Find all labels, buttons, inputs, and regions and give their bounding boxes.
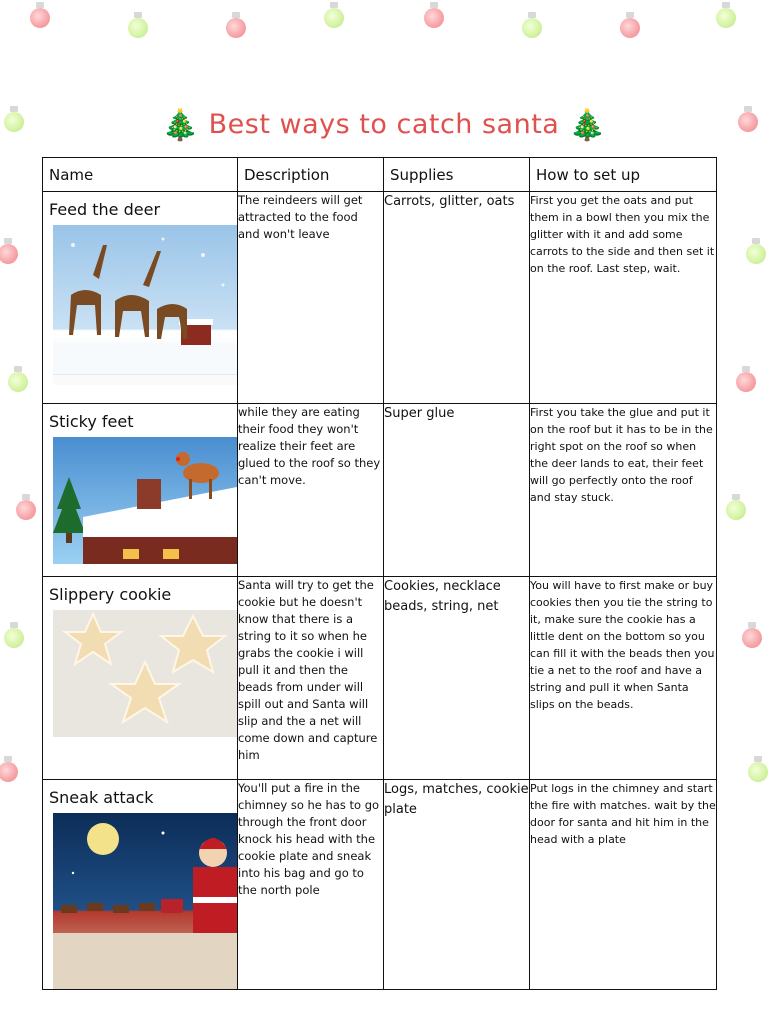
light-bulb — [748, 762, 768, 782]
light-bulb — [30, 8, 50, 28]
table-row — [43, 577, 717, 780]
light-bulb — [4, 628, 24, 648]
cell-supplies: Carrots, glitter, oats — [384, 192, 530, 404]
image-caption-bar — [53, 374, 237, 385]
header-description: Description — [238, 158, 384, 192]
santa-plan-table — [42, 157, 717, 990]
cell-name — [43, 192, 238, 404]
light-bulb — [726, 500, 746, 520]
snowflake-cookies-image — [53, 610, 237, 737]
light-bulb — [742, 628, 762, 648]
light-bulb — [0, 244, 18, 264]
table-row — [43, 192, 717, 404]
cell-how: Put logs in the chimney and start the fire with matches. wait by the door for santa and hit him in the head with a plate — [530, 780, 717, 990]
santa-sleigh-image — [53, 813, 237, 989]
reindeer-on-roof-image — [53, 437, 237, 564]
light-bulb — [128, 18, 148, 38]
light-bulb — [324, 8, 344, 28]
table-row — [43, 780, 717, 990]
row-name: Slippery cookie — [49, 585, 172, 604]
title-text: Best ways to catch santa — [208, 109, 560, 140]
cell-name — [43, 780, 238, 990]
light-bulb — [746, 244, 766, 264]
light-bulb — [716, 8, 736, 28]
cell-supplies: Cookies, necklace beads, string, net — [384, 577, 530, 780]
light-bulb — [8, 372, 28, 392]
header-how: How to set up — [530, 158, 717, 192]
row-name: Sneak attack — [49, 788, 154, 807]
light-bulb — [522, 18, 542, 38]
cell-description: Santa will try to get the cookie but he doesn't know that there is a string to it so when he grabs the cookie i will pull it and then the beads from under will spill out and Santa will slip and the a net will come down and capture him — [238, 577, 384, 780]
cell-supplies: Super glue — [384, 404, 530, 577]
cell-description: while they are eating their food they won't realize their feet are glued to the roof so they can't move. — [238, 404, 384, 577]
cell-name — [43, 404, 238, 577]
table-row — [43, 404, 717, 577]
cell-description: You'll put a fire in the chimney so he has to go through the front door knock his head with the cookie plate and sneak into his bag and go to the north pole — [238, 780, 384, 990]
row-name: Feed the deer — [49, 200, 161, 219]
cell-supplies: Logs, matches, cookie plate — [384, 780, 530, 990]
cell-how: You will have to first make or buy cookies then you tie the string to it, make sure the cookie has a little dent on the bottom so you can fill it with the beads then you tie a net to the roof and have a string and pull it when Santa slips on the beads. — [530, 577, 717, 780]
light-bulb — [736, 372, 756, 392]
header-supplies: Supplies — [384, 158, 530, 192]
light-bulb — [0, 762, 18, 782]
table-header-row — [43, 158, 717, 192]
light-bulb — [16, 500, 36, 520]
page-title — [0, 108, 768, 143]
cell-how: First you take the glue and put it on the roof but it has to be in the right spot on the roof so when the deer lands to eat, their feet will go perfectly onto the roof and stay stuck. — [530, 404, 717, 577]
christmas-tree-icon: 🎄 — [568, 108, 607, 143]
header-name: Name — [43, 158, 238, 192]
light-bulb — [226, 18, 246, 38]
cell-how: First you get the oats and put them in a bowl then you mix the glitter with it and add some carrots to the side and then set it on the roof. Last step, wait. — [530, 192, 717, 404]
cell-name — [43, 577, 238, 780]
christmas-tree-icon: 🎄 — [161, 108, 200, 143]
reindeer-image — [53, 225, 237, 385]
row-name: Sticky feet — [49, 412, 134, 431]
cell-description: The reindeers will get attracted to the food and won't leave — [238, 192, 384, 404]
light-bulb — [620, 18, 640, 38]
light-bulb — [424, 8, 444, 28]
